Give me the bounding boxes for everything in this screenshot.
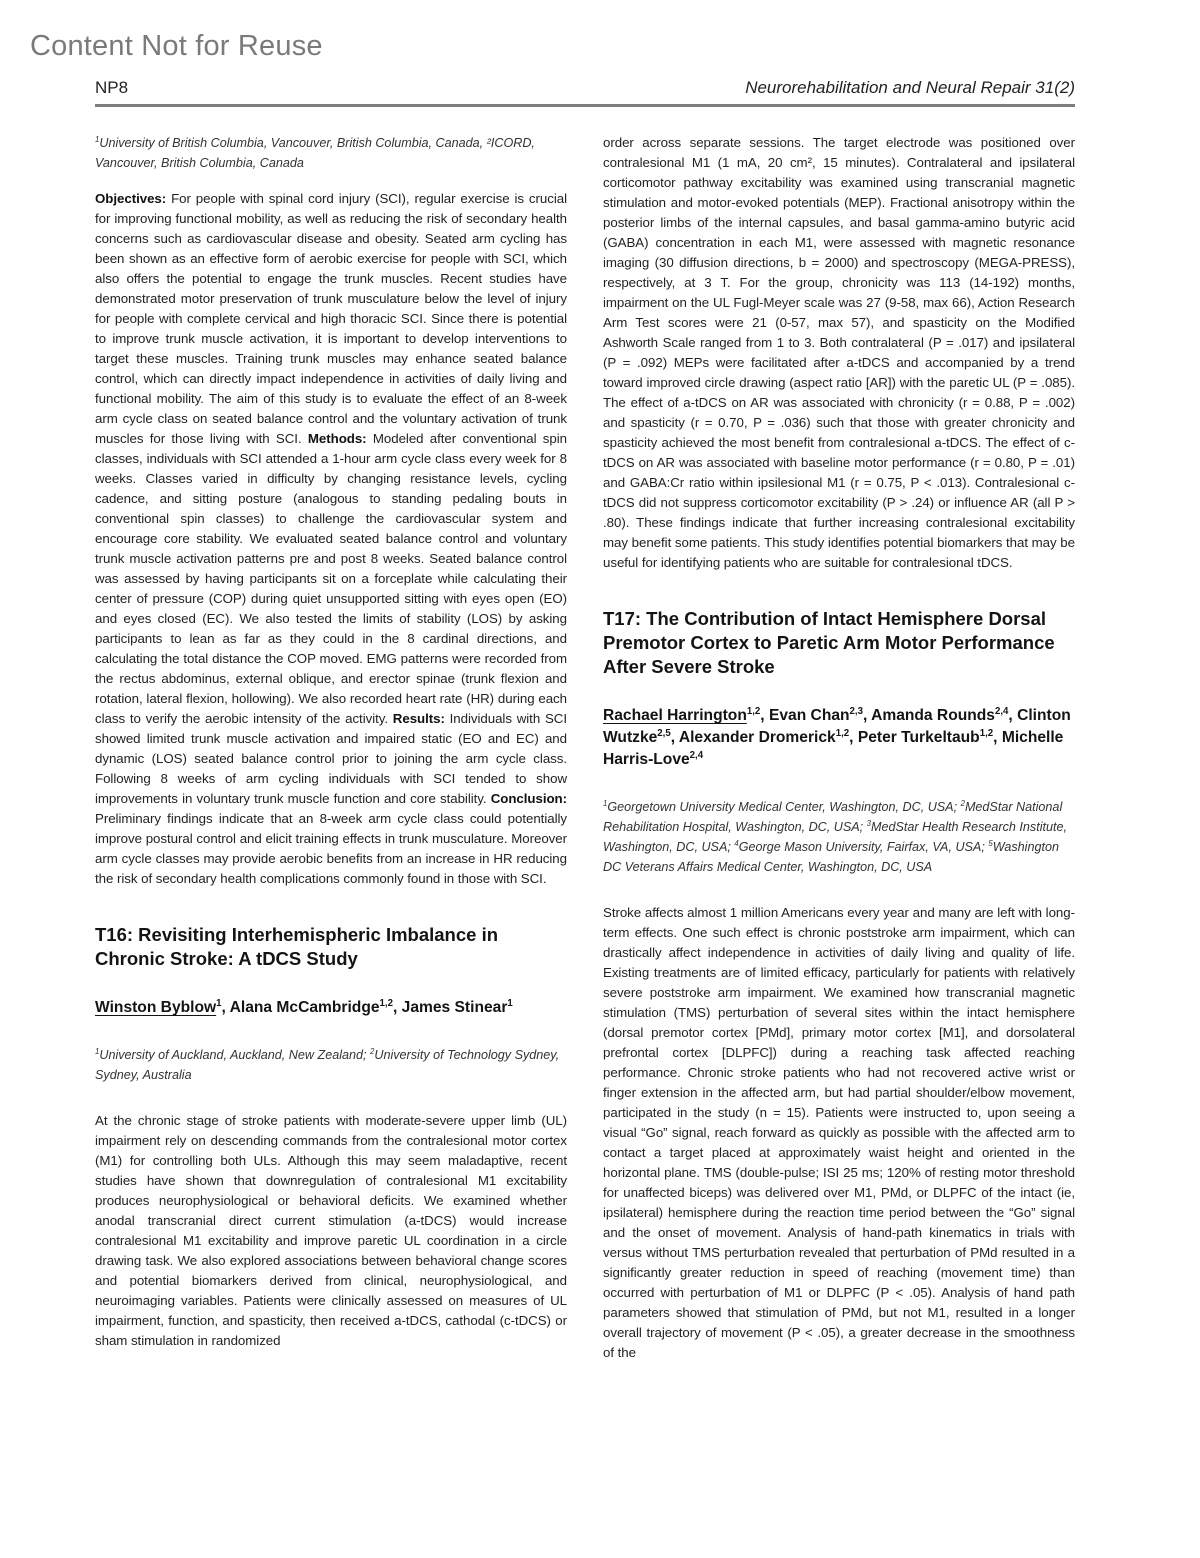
t16-body-right: order across separate sessions. The target electrode was positioned over contralesional M1 (1 mA, 20 cm², 15 minutes). Contralateral and ipsilateral corticomotor pathway excitability was examined using transcranial magnetic stimulation and motor-evoked potentials (MEP). Fractional anisotropy within the posterior limbs of the internal capsules, and basal gamma-amino butyric acid (GABA) concentration in each M1, were assessed with magnetic resonance imaging (30 diffusion directions, b = 2000) and spectroscopy (MEGA-PRESS), respectively, at 3 T. For the group, chronicity was 113 (14-192) months, impairment on the UL Fugl-Meyer scale was 27 (9-58, max 66), Action Research Arm Test scores were 21 (0-57, max 57), and spasticity on the Modified Ashworth Scale ranged from 1 to 3. Both contralateral (P = .017) and ipsilateral (P = .092) MEPs were facilitated after a-tDCS and accompanied by a trend toward improved circle drawing (aspect ratio [AR]) with the paretic UL (P = .085). The effect of a-tDCS on AR was associated with chronicity (r = 0.88, P = .002) and spasticity (r = 0.70, P = .036) such that those with greater chronicity and spasticity achieved the most benefit from contralesional a-tDCS. The effect of c-tDCS on AR was associated with baseline motor performance (r = 0.80, P = .01) and GABA:Cr ratio within ipsilesional M1 (r = 0.75, P < .013). Contralesional c-tDCS did not suppress corticomotor excitability (P > .24) or influence AR (all P > .80). These findings indicate that further increasing contralesional excitability may benefit some patients. This study identifies potential biomarkers that may be useful for identifying patients who are suitable for contralesional tDCS.	[603, 135, 1075, 570]
watermark: Content Not for Reuse	[30, 30, 323, 62]
conclusion-label: Conclusion:	[490, 791, 567, 806]
t16-body-left: At the chronic stage of stroke patients with moderate-severe upper limb (UL) impairment rely on descending commands from the contralesional motor cortex (M1) for controlling both ULs. Although this may seem maladaptive, recent studies have shown that downregulation of contralesional M1 excitability produces neurophysiological or behavioral deficits. We examined whether anodal transcranial direct current stimulation (a-tDCS) would increase contralesional M1 excitability and improve paretic UL coordination in a circle drawing task. We also explored associations between behavioral change scores and potential biomarkers derived from clinical, neurophysiological, and neuroimaging variables. Patients were clinically assessed on measures of UL impairment, function, and spasticity, then received a-tDCS, cathodal (c-tDCS) or sham stimulation in randomized	[95, 1113, 567, 1348]
t17-presenter: Rachael Harrington	[603, 707, 747, 724]
t16-affiliations: $^1$University of Auckland, Auckland, New Zealand; $^2$University of Technology Sydney, Sydney, Australia	[95, 1046, 560, 1082]
right-column	[603, 133, 1075, 1363]
conclusion-text: Preliminary findings indicate that an 8-week arm cycle class could potentially improve postural control and elicit training effects in trunk musculature. Moreover arm cycle classes may provide aerobic benefits from an increase in HR reducing the risk of secondary health complications commonly found in those with SCI.	[95, 811, 567, 886]
t17-title: T17: The Contribution of Intact Hemisphere Dorsal Premotor Cortex to Paretic Arm Motor Performance After Severe Stroke	[603, 608, 1055, 677]
t16-presenter: Winston Byblow	[95, 999, 217, 1016]
results-label: Results:	[392, 711, 445, 726]
objectives-label: Objectives:	[95, 191, 167, 206]
journal-title: Neurorehabilitation and Neural Repair 31(2)	[745, 78, 1075, 97]
running-header	[95, 78, 1075, 107]
methods-text: Modeled after conventional spin classes, individuals with SCI attended a 1-hour arm cycle class every week for 8 weeks. Classes varied in difficulty by changing resistance levels, cycling cadence, and sitting posture (analogous to standing pedaling bouts in conventional spin classes) to challenge the cardiovascular system and encourage core stability. We evaluated seated balance control and voluntary trunk muscle activation patterns pre and post 8 weeks. Seated balance control was assessed by having participants sit on a forceplate while calculating their center of pressure (COP) during quiet unsupported sitting with eyes open (EO) and eyes closed (EC). We also tested the limits of stability (LOS) by asking participants to lean as far as they could in the 8 cardinal directions, and calculating the total distance the COP moved. EMG patterns were recorded from the rectus abdominus, external oblique, and erector spinae (trunk flexion and rotation, lateral flexion, hollowing). We also recorded heart rate (HR) during each class to verify the aerobic intensity of the activity.	[95, 431, 567, 726]
prev-abstract-body	[95, 189, 567, 889]
page-number: NP8	[95, 78, 129, 97]
t17-body: Stroke affects almost 1 million Americans every year and many are left with long-term effects. One such effect is chronic poststroke arm impairment, which can drastically affect independence in activities of daily living and quality of life. Existing treatments are of limited efficacy, particularly for patients with relatively severe poststroke arm impairment. We examined how transcranial magnetic stimulation (TMS) perturbation of several sites within the intact hemisphere (dorsal premotor cortex [PMd], primary motor cortex [M1], and dorsolateral prefrontal cortex [DLPFC]) during a reaching task affected reaching performance. Chronic stroke patients who had not recovered active wrist or finger extension in the affected arm, but had partial shoulder/elbow movement, participated in the study (n = 15). Patients were instructed to, upon seeing a visual “Go” signal, reach forward as quickly as possible with the affected arm to contact a target placed at approximately waist height and oriented in the horizontal plane. TMS (double-pulse; ISI 25 ms; 120% of resting motor threshold for unaffected biceps) was delivered over M1, PMd, or DLPFC of the intact (ie, ipsilateral) hemisphere during the reaction time period between the “Go” signal and the onset of movement. Analysis of hand-path kinematics in trials with versus without TMS perturbation revealed that perturbation of PMd resulted in a significantly greater reduction in speed of reaching (movement time) than occurred with perturbation of M1 or DLPFC (P < .05). Analysis of hand path parameters showed that stimulation of PMd, but not M1, resulted in a longer overall trajectory of movement (P < .05), a greater decrease in the smoothness of the	[603, 905, 1075, 1360]
t16-authors: Winston Byblow$^1$, Alana McCambridge$^{1,2}$, James Stinear$^1$	[95, 997, 513, 1016]
t17-affiliations: $^1$Georgetown University Medical Center, Washington, DC, USA; $^2$MedStar National Rehabilitation Hospital, Washington, DC, USA; $^3$MedStar Health Research Institute, Washington, DC, USA; $^4$George Mason University, Fairfax, VA, USA; $^5$Washington DC Veterans Affairs Medical Center, Washington, DC, USA	[603, 798, 1068, 874]
t17-authors: Rachael Harrington$^{1,2}$, Evan Chan$^{2,3}$, Amanda Rounds$^{2,4}$, Clinton Wutzke$^{2,5}$, Alexander Dromerick$^{1,2}$, Peter Turkeltaub$^{1,2}$, Michelle Harris-Love$^{2,4}$	[603, 705, 1071, 768]
results-text: Individuals with SCI showed limited trunk muscle activation and impaired static (EO and EC) and dynamic (LOS) seated balance control prior to joining the arm cycle class. Following 8 weeks of arm cycling individuals with SCI tended to show improvements in voluntary trunk muscle function and core stability.	[95, 711, 567, 806]
prev-abstract-affiliations: $^1$University of British Columbia, Vancouver, British Columbia, Canada, ²ICORD, Vancouver, British Columbia, Canada	[95, 134, 535, 170]
t16-title: T16: Revisiting Interhemispheric Imbalance in Chronic Stroke: A tDCS Study	[95, 924, 499, 969]
methods-label: Methods:	[307, 431, 367, 446]
objectives-text: For people with spinal cord injury (SCI), regular exercise is crucial for improving functional mobility, as well as reducing the risk of secondary health concerns such as cardiovascular disease and obesity. Seated arm cycling has been shown as an effective form of aerobic exercise for people with SCI, which also offers the potential to engage the trunk muscles. Recent studies have demonstrated motor preservation of trunk musculature below the level of injury for people with complete cervical and high thoracic SCI. Since there is potential to improve trunk muscle activation, it is important to develop interventions to target these muscles. Training trunk muscles may enhance seated balance control, which can directly impact independence in activities of daily living and functional mobility. The aim of this study is to evaluate the effect of an 8-week arm cycle class on seated balance control and the voluntary activation of trunk muscles for those living with SCI.	[95, 191, 567, 446]
left-column	[95, 133, 567, 1351]
